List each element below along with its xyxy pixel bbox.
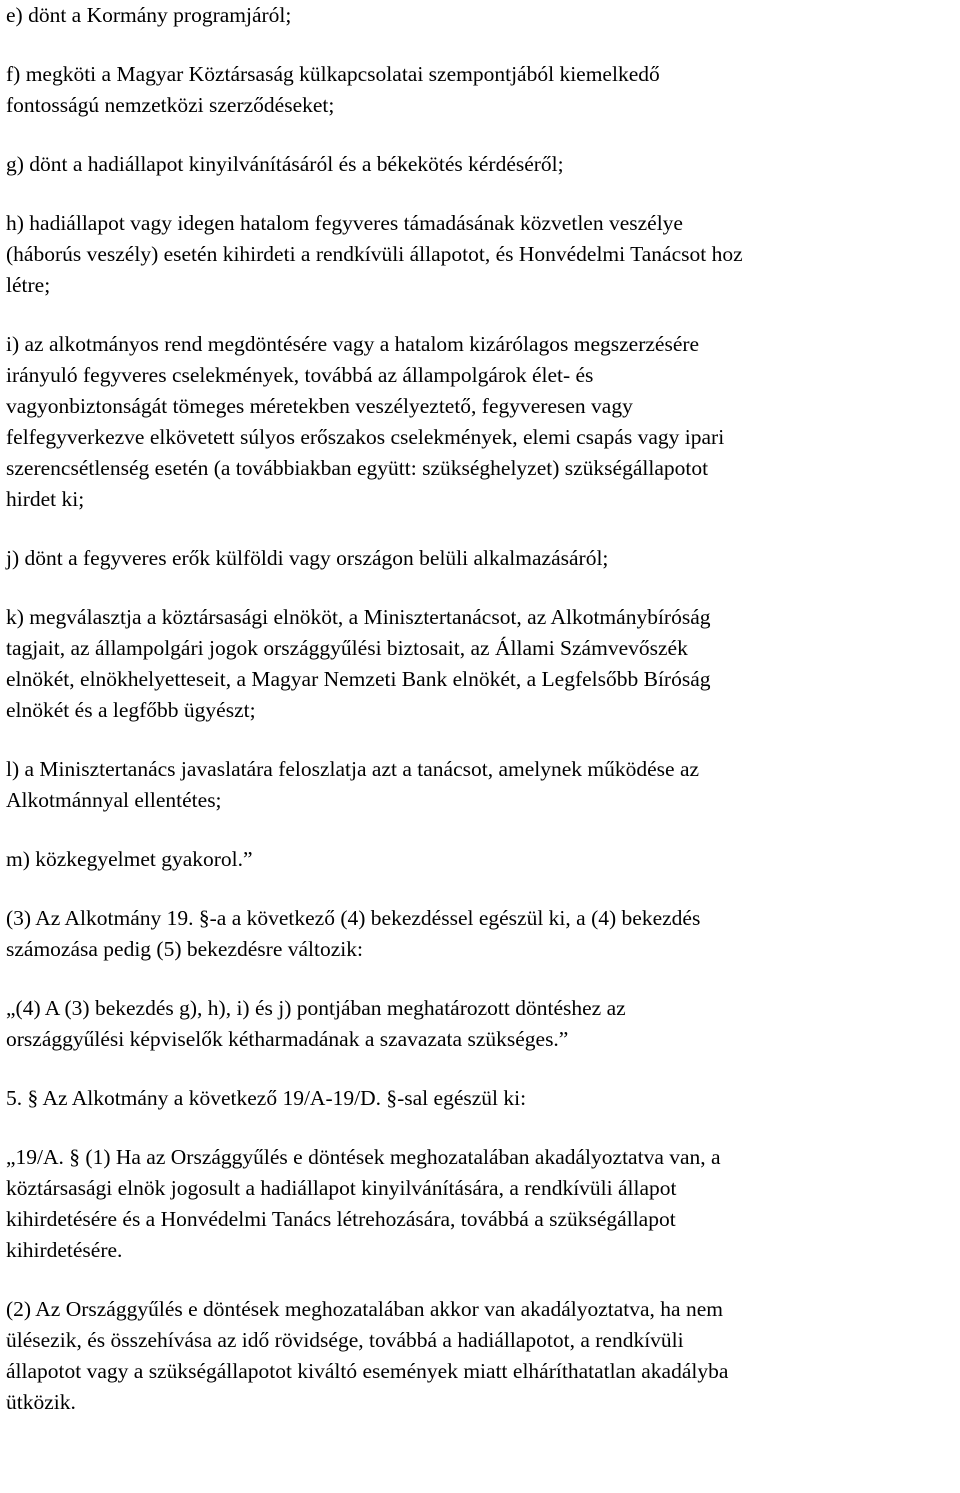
- text-line: köztársasági elnök jogosult a hadiállapot kinyilvánítására, a rendkívüli állapot: [6, 1176, 677, 1200]
- text-line: irányuló fegyveres cselekmények, továbbá az állampolgárok élet- és: [6, 363, 594, 387]
- text-line: (3) Az Alkotmány 19. §-a a következő (4) bekezdéssel egészül ki, a (4) bekezdés: [6, 906, 701, 930]
- document-page: [6, 0, 954, 1446]
- text-line: h) hadiállapot vagy idegen hatalom fegyveres támadásának közvetlen veszélye: [6, 211, 683, 235]
- document-paragraph: [6, 543, 954, 574]
- text-line: k) megválasztja a köztársasági elnököt, a Minisztertanácsot, az Alkotmánybíróság: [6, 605, 711, 629]
- text-line: 5. § Az Alkotmány a következő 19/A-19/D. §-sal egészül ki:: [6, 1086, 527, 1110]
- text-line: g) dönt a hadiállapot kinyilvánításáról és a békekötés kérdéséről;: [6, 152, 564, 176]
- document-paragraph: [6, 993, 954, 1055]
- text-line: országgyűlési képviselők kétharmadának a szavazata szükséges.”: [6, 1027, 569, 1051]
- text-line: tagjait, az állampolgári jogok országgyűlési biztosait, az Állami Számvevőszék: [6, 636, 688, 660]
- text-line: hirdet ki;: [6, 487, 85, 511]
- text-line: i) az alkotmányos rend megdöntésére vagy a hatalom kizárólagos megszerzésére: [6, 332, 700, 356]
- text-line: l) a Minisztertanács javaslatára feloszlatja azt a tanácsot, amelynek működése az: [6, 757, 700, 781]
- text-line: fontosságú nemzetközi szerződéseket;: [6, 93, 335, 117]
- text-line: kihirdetésére.: [6, 1238, 123, 1262]
- text-line: m) közkegyelmet gyakorol.”: [6, 847, 253, 871]
- document-paragraph: [6, 1083, 954, 1114]
- text-line: elnökét és a legfőbb ügyészt;: [6, 698, 256, 722]
- document-paragraph: [6, 903, 954, 965]
- text-line: ülésezik, és összehívása az idő rövidsége, továbbá a hadiállapotot, a rendkívüli: [6, 1328, 684, 1352]
- document-paragraph: [6, 1142, 954, 1266]
- text-line: vagyonbiztonságát tömeges méretekben veszélyeztető, fegyveresen vagy: [6, 394, 633, 418]
- text-line: szerencsétlenség esetén (a továbbiakban együtt: szükséghelyzet) szükségállapotot: [6, 456, 709, 480]
- text-line: j) dönt a fegyveres erők külföldi vagy országon belüli alkalmazásáról;: [6, 546, 609, 570]
- document-paragraph: [6, 0, 954, 31]
- text-line: ütközik.: [6, 1390, 76, 1414]
- document-paragraph: [6, 1294, 954, 1418]
- document-paragraph: [6, 602, 954, 726]
- text-line: létre;: [6, 273, 51, 297]
- document-paragraph: [6, 329, 954, 515]
- text-line: elnökét, elnökhelyetteseit, a Magyar Nemzeti Bank elnökét, a Legfelsőbb Bíróság: [6, 667, 711, 691]
- document-paragraph: [6, 149, 954, 180]
- document-paragraph: [6, 208, 954, 301]
- text-line: (háborús veszély) esetén kihirdeti a rendkívüli állapotot, és Honvédelmi Tanácsot hoz: [6, 242, 743, 266]
- text-line: „19/A. § (1) Ha az Országgyűlés e döntések meghozatalában akadályoztatva van, a: [6, 1145, 721, 1169]
- document-paragraph: [6, 59, 954, 121]
- text-line: e) dönt a Kormány programjáról;: [6, 3, 292, 27]
- text-line: „(4) A (3) bekezdés g), h), i) és j) pontjában meghatározott döntéshez az: [6, 996, 626, 1020]
- text-line: Alkotmánnyal ellentétes;: [6, 788, 222, 812]
- text-line: (2) Az Országgyűlés e döntések meghozatalában akkor van akadályoztatva, ha nem: [6, 1297, 723, 1321]
- text-line: számozása pedig (5) bekezdésre változik:: [6, 937, 363, 961]
- text-line: kihirdetésére és a Honvédelmi Tanács létrehozására, továbbá a szükségállapot: [6, 1207, 676, 1231]
- document-paragraph: [6, 844, 954, 875]
- text-line: állapotot vagy a szükségállapotot kiváltó események miatt elháríthatatlan akadályba: [6, 1359, 729, 1383]
- document-paragraph: [6, 754, 954, 816]
- text-line: felfegyverkezve elkövetett súlyos erőszakos cselekmények, elemi csapás vagy ipari: [6, 425, 725, 449]
- text-line: f) megköti a Magyar Köztársaság külkapcsolatai szempontjából kiemelkedő: [6, 62, 660, 86]
